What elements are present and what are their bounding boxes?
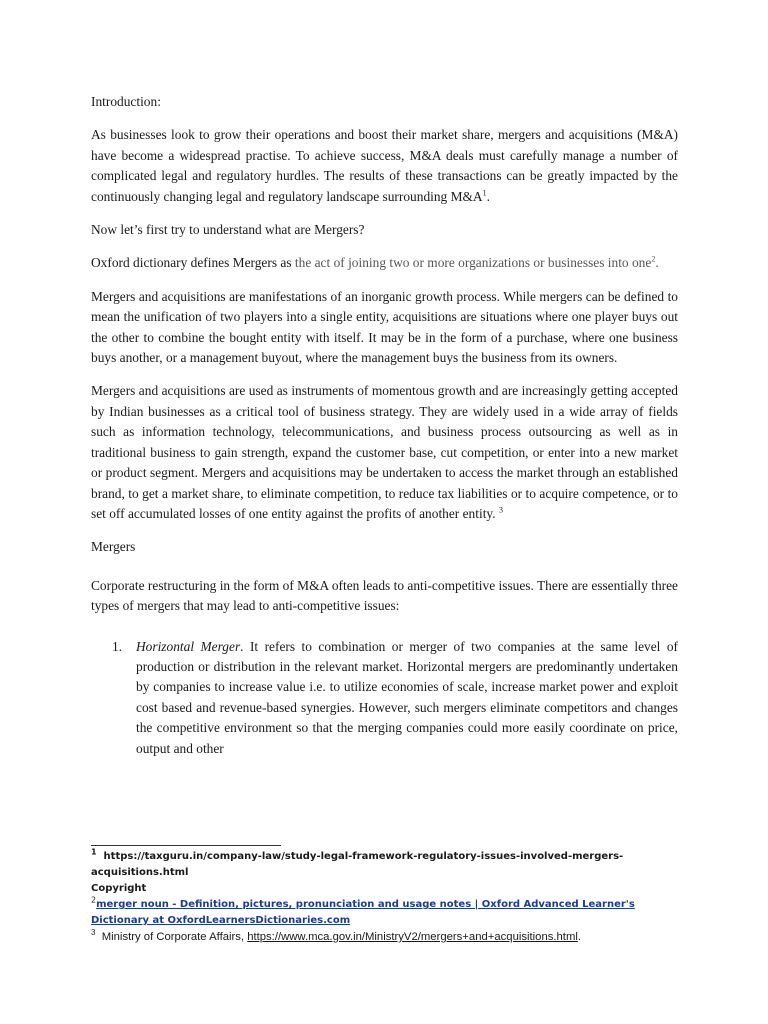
footnote-ref-1[interactable]: 1: [482, 188, 487, 198]
paragraph-oxford: [91, 253, 678, 273]
footnote-1-url[interactable]: https://taxguru.in/company-law/study-legal-framework-regulatory-issues-involved-mergers-acquisitions.html: [91, 851, 624, 878]
footnote-1-copyright: Copyright: [91, 883, 147, 894]
footnote-ref-2[interactable]: 2: [651, 254, 656, 264]
footnote-3-url[interactable]: https://www.mca.gov.in/MinistryV2/mergers+and+acquisitions.html: [247, 931, 578, 943]
list-item-title: Horizontal Merger: [136, 638, 241, 654]
paragraph-restructuring: Corporate restructuring in the form of M&A often leads to anti-competitive issues. There are essentially three types of mergers that may lead to anti-competitive issues:: [91, 577, 678, 614]
footnote-3-end: .: [577, 931, 581, 943]
merger-types-list: [91, 637, 678, 759]
list-item-number: 1.: [112, 638, 123, 654]
paragraph-instruments: [91, 381, 678, 524]
footnotes: [91, 845, 681, 945]
footnote-1-number: 1: [91, 847, 97, 857]
paragraph-intro-end: .: [486, 188, 490, 204]
body-text: [91, 92, 678, 759]
oxford-definition: the act of joining two or more organizations or businesses into one: [294, 255, 652, 271]
footnote-2: [91, 897, 681, 929]
footnote-3-number: 3: [91, 928, 96, 938]
intro-heading: Introduction:: [91, 94, 161, 109]
footnote-2-link[interactable]: merger noun - Definition, pictures, pronunciation and usage notes | Oxford Advanced Learner's Dictionary at OxfordLearnersDictionaries.com: [91, 899, 635, 926]
question-line: Now let’s first try to understand what are Mergers?: [91, 222, 365, 238]
footnote-2-number: 2: [91, 895, 97, 905]
footnote-1: [91, 849, 681, 881]
oxford-lead: Oxford dictionary defines Mergers as: [91, 255, 295, 271]
list-item-text: . It refers to combination or merger of two companies at the same level of production or distribution in the relevant market. Horizontal mergers are predominantly undertaken by companies to increase value i.e. to utilize economies of scale, increase market power and exploit cost based and revenue-based synergies. However, such mergers eliminate competitors and changes the competitive environment so that the merging companies could more easily coordinate on price, output and other: [136, 638, 678, 756]
paragraph-intro: [91, 125, 678, 207]
footnote-ref-3[interactable]: 3: [498, 505, 503, 515]
paragraph-intro-text: As businesses look to grow their operations and boost their market share, mergers and acquisitions (M&A) have become a widespread practise. To achieve success, M&A deals must carefully manage a number of complicated legal and regulatory hurdles. The results of these transactions can be greatly impacted by the continuously changing legal and regulatory landscape surrounding M&A: [91, 127, 678, 204]
footnote-3: [91, 929, 681, 945]
list-item: [91, 637, 678, 759]
footnote-3-lead: Ministry of Corporate Affairs,: [101, 931, 248, 943]
mergers-heading: Mergers: [91, 539, 136, 555]
paragraph-manifestations: Mergers and acquisitions are manifestations of an inorganic growth process. While mergers can be defined to mean the unification of two players into a single entity, acquisitions are situations where one player buys out the other to combine the bought entity with itself. It may be in the form of a purchase, where one business buys another, or a management buyout, where the management buys the business from its owners.: [91, 288, 678, 366]
oxford-end: .: [655, 255, 659, 271]
paragraph-instruments-text: Mergers and acquisitions are used as instruments of momentous growth and are increasingly getting accepted by Indian businesses as a critical tool of business strategy. They are widely used in a wide array of fields such as information technology, telecommunications, and business process outsourcing as well as in traditional business to gain strength, expand the customer base, cut competition, or enter into a new market or product segment. Mergers and acquisitions may be undertaken to access the market through an established brand, to get a market share, to eliminate competition, to reduce tax liabilities or to acquire competence, or to set off accumulated losses of one entity against the profits of another entity.: [91, 383, 678, 521]
